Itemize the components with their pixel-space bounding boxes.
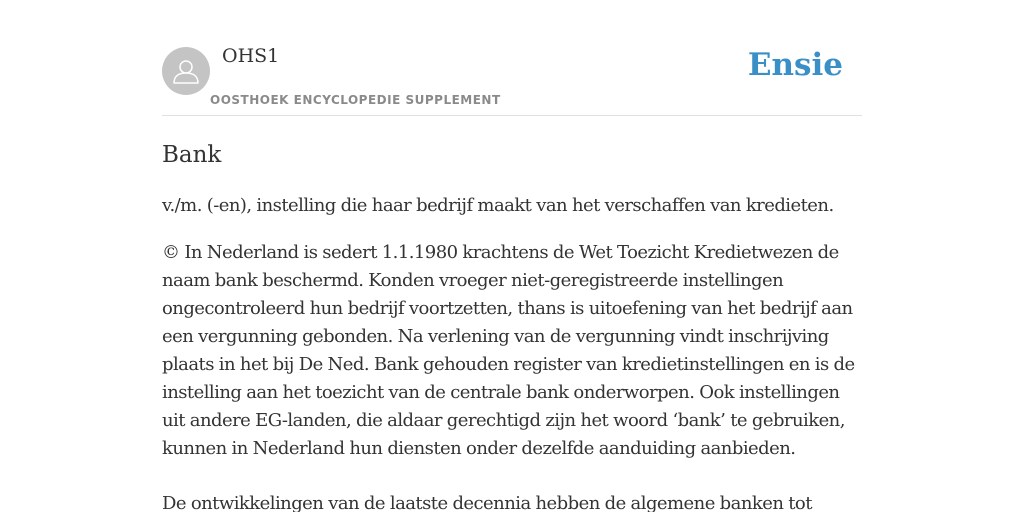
article-paragraph: © In Nederland is sedert 1.1.1980 krachtens de Wet Toezicht Kredietwezen de naam bank beschermd. Konden vroeger niet-geregistreerde instellingen ongecontroleerd hun bedrijf voortzetten, thans is uitoefening van het bedrijf aan een vergunning gebonden. Na verlening van de vergunning vindt inschrijving plaats in het bij De Ned. Bank gehouden register van kredietinstellingen en is de instelling aan het toezicht van de centrale bank onderworpen. Ook instellingen uit andere EG-landen, die aldaar gerechtigd zijn het woord ‘bank’ te gebruiken, kunnen in Nederland hun diensten onder dezelfde aanduiding aanbieden.: [162, 242, 855, 459]
avatar[interactable]: [162, 47, 210, 95]
article-paragraph: De ontwikkelingen van de laatste decennia hebben de algemene banken tot: [162, 493, 812, 512]
page: [162, 0, 862, 512]
header: [162, 0, 862, 116]
ensie-logo[interactable]: Ensie: [747, 47, 843, 83]
article-title: Bank: [162, 142, 222, 168]
user-icon: [162, 47, 210, 95]
source-name[interactable]: OOSTHOEK ENCYCLOPEDIE SUPPLEMENT: [210, 93, 501, 107]
author-name[interactable]: OHS1: [222, 45, 280, 67]
article-definition: v./m. (-en), instelling die haar bedrijf maakt van het verschaffen van kredieten.: [162, 195, 834, 216]
